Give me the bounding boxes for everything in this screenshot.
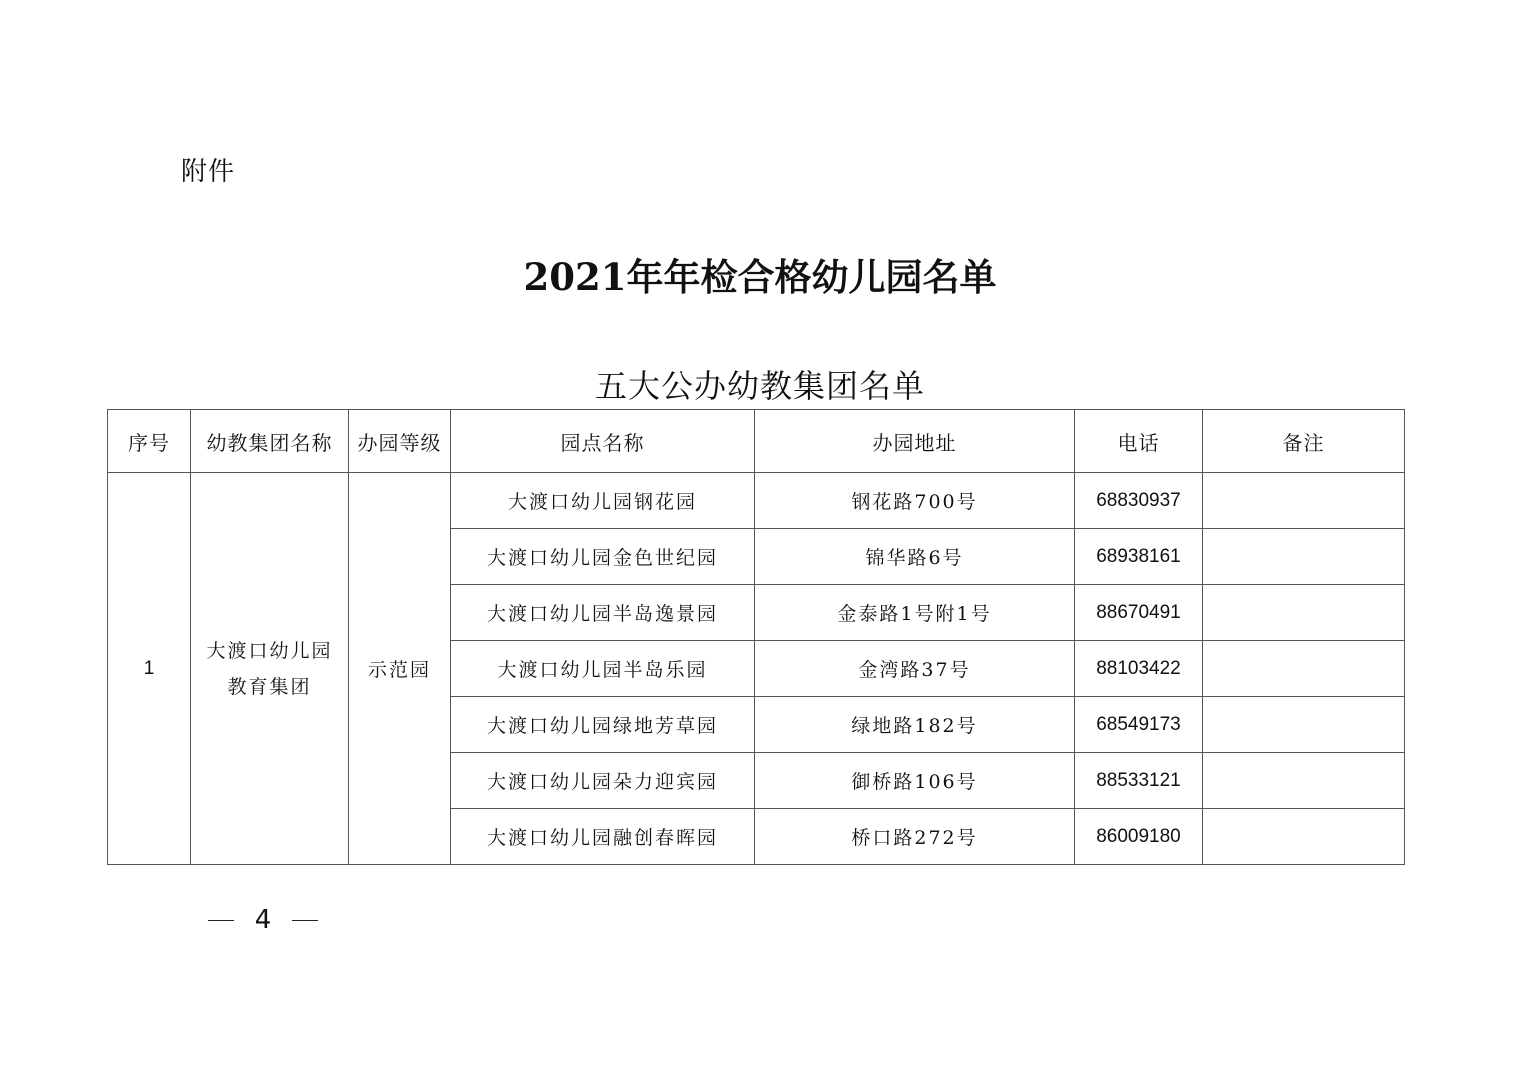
site-address: 钢花路700号 — [755, 473, 1075, 529]
site-name: 大渡口幼儿园钢花园 — [451, 473, 755, 529]
site-address: 金泰路1号附1号 — [755, 585, 1075, 641]
site-name: 大渡口幼儿园半岛逸景园 — [451, 585, 755, 641]
table-caption: 五大公办幼教集团名单 — [594, 367, 925, 405]
site-remark — [1203, 753, 1405, 809]
site-phone: 88103422 — [1075, 641, 1203, 697]
header-grade: 办园等级 — [349, 410, 451, 473]
page-number: 4 — [254, 905, 272, 935]
site-address: 桥口路272号 — [755, 809, 1075, 865]
site-remark — [1203, 473, 1405, 529]
group-grade: 示范园 — [349, 473, 451, 865]
site-phone: 68830937 — [1075, 473, 1203, 529]
site-phone: 88533121 — [1075, 753, 1203, 809]
header-remark: 备注 — [1203, 410, 1405, 473]
site-remark — [1203, 809, 1405, 865]
site-address: 锦华路6号 — [755, 529, 1075, 585]
site-name: 大渡口幼儿园融创春晖园 — [451, 809, 755, 865]
header-site-name: 园点名称 — [451, 410, 755, 473]
table-row — [108, 473, 1405, 529]
site-remark — [1203, 585, 1405, 641]
site-address: 御桥路106号 — [755, 753, 1075, 809]
site-remark — [1203, 529, 1405, 585]
site-phone: 86009180 — [1075, 809, 1203, 865]
site-remark — [1203, 641, 1405, 697]
group-index: 1 — [108, 473, 191, 865]
site-name: 大渡口幼儿园半岛乐园 — [451, 641, 755, 697]
group-name-line1: 大渡口幼儿园 — [206, 639, 333, 662]
header-phone: 电话 — [1075, 410, 1203, 473]
site-name: 大渡口幼儿园朵力迎宾园 — [451, 753, 755, 809]
header-group-name: 幼教集团名称 — [191, 410, 349, 473]
page-footer — [208, 900, 318, 940]
site-phone: 68549173 — [1075, 697, 1203, 753]
table-header-row — [108, 410, 1405, 473]
site-address: 绿地路182号 — [755, 697, 1075, 753]
site-phone: 68938161 — [1075, 529, 1203, 585]
dash-right — [292, 920, 318, 921]
site-phone: 88670491 — [1075, 585, 1203, 641]
header-address: 办园地址 — [755, 410, 1075, 473]
site-name: 大渡口幼儿园金色世纪园 — [451, 529, 755, 585]
document-title: 2021年年检合格幼儿园名单 — [523, 255, 997, 299]
kindergarten-group-table — [107, 409, 1405, 865]
site-name: 大渡口幼儿园绿地芳草园 — [451, 697, 755, 753]
attachment-label: 附件 — [181, 157, 236, 187]
site-remark — [1203, 697, 1405, 753]
group-name-line2: 教育集团 — [227, 675, 312, 698]
site-address: 金湾路37号 — [755, 641, 1075, 697]
group-name — [191, 473, 349, 865]
dash-left — [208, 920, 234, 921]
header-index: 序号 — [108, 410, 191, 473]
